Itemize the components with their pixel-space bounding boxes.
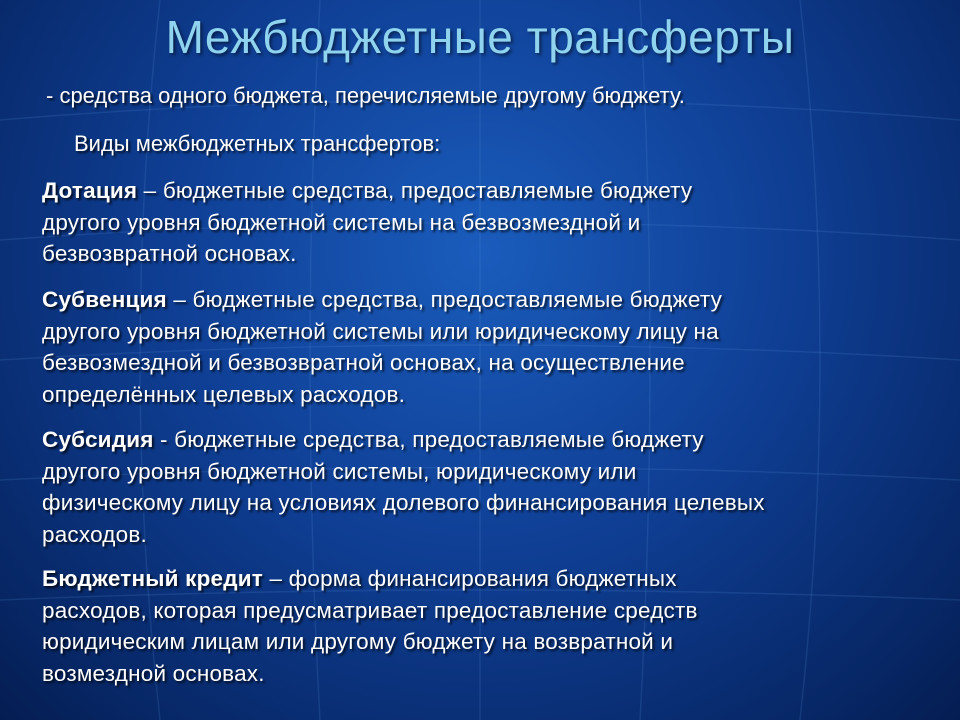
term-separator: – — [263, 566, 289, 591]
definition-line: другого уровня бюджетной системы на безвозмездной и — [42, 209, 641, 235]
term-block-budget-credit — [42, 563, 922, 689]
term-separator: – — [137, 178, 163, 203]
definition-line: другого уровня бюджетной системы или юридическому лицу на — [42, 318, 719, 344]
term-block-subvention — [42, 284, 922, 410]
term-dotation: Дотация — [42, 178, 138, 203]
term-block-subsidy — [42, 424, 922, 550]
definition-line: бюджетные средства, предоставляемые бюджету — [162, 178, 693, 203]
term-subvention: Субвенция — [42, 287, 167, 312]
definition-line: определённых целевых расходов. — [42, 381, 406, 407]
page-title: Межбюджетные трансферты — [165, 11, 795, 63]
term-budget-credit: Бюджетный кредит — [42, 566, 264, 591]
definition-line: физическому лицу на условиях долевого финансирования целевых — [42, 490, 765, 515]
term-block-dotation — [42, 175, 922, 270]
definition-line: юридическим лицам или другому бюджету на возвратной и — [42, 629, 674, 654]
subtitle: - средства одного бюджета, перечисляемые другому бюджету. — [46, 83, 685, 108]
term-subsidy: Субсидия — [42, 427, 154, 452]
definition-line: бюджетные средства, предоставляемые бюджету — [174, 427, 704, 452]
definition-line: безвозмездной и безвозвратной основах, на осуществление — [42, 350, 685, 375]
definition-line: безвозвратной основах. — [42, 241, 297, 266]
definition-line: бюджетные средства, предоставляемые бюджету — [192, 287, 723, 312]
definition-line: другого уровня бюджетной системы, юридическому или — [42, 458, 637, 484]
definition-line: расходов. — [42, 521, 147, 547]
definition-line: форма финансирования бюджетных — [288, 566, 677, 591]
definition-line: расходов, которая предусматривает предоставление средств — [42, 597, 698, 623]
definition-line: возмездной основах. — [42, 660, 265, 686]
term-separator: - — [153, 427, 175, 452]
kinds-heading: Виды межбюджетных трансфертов: — [74, 131, 441, 156]
term-separator: – — [166, 287, 193, 312]
